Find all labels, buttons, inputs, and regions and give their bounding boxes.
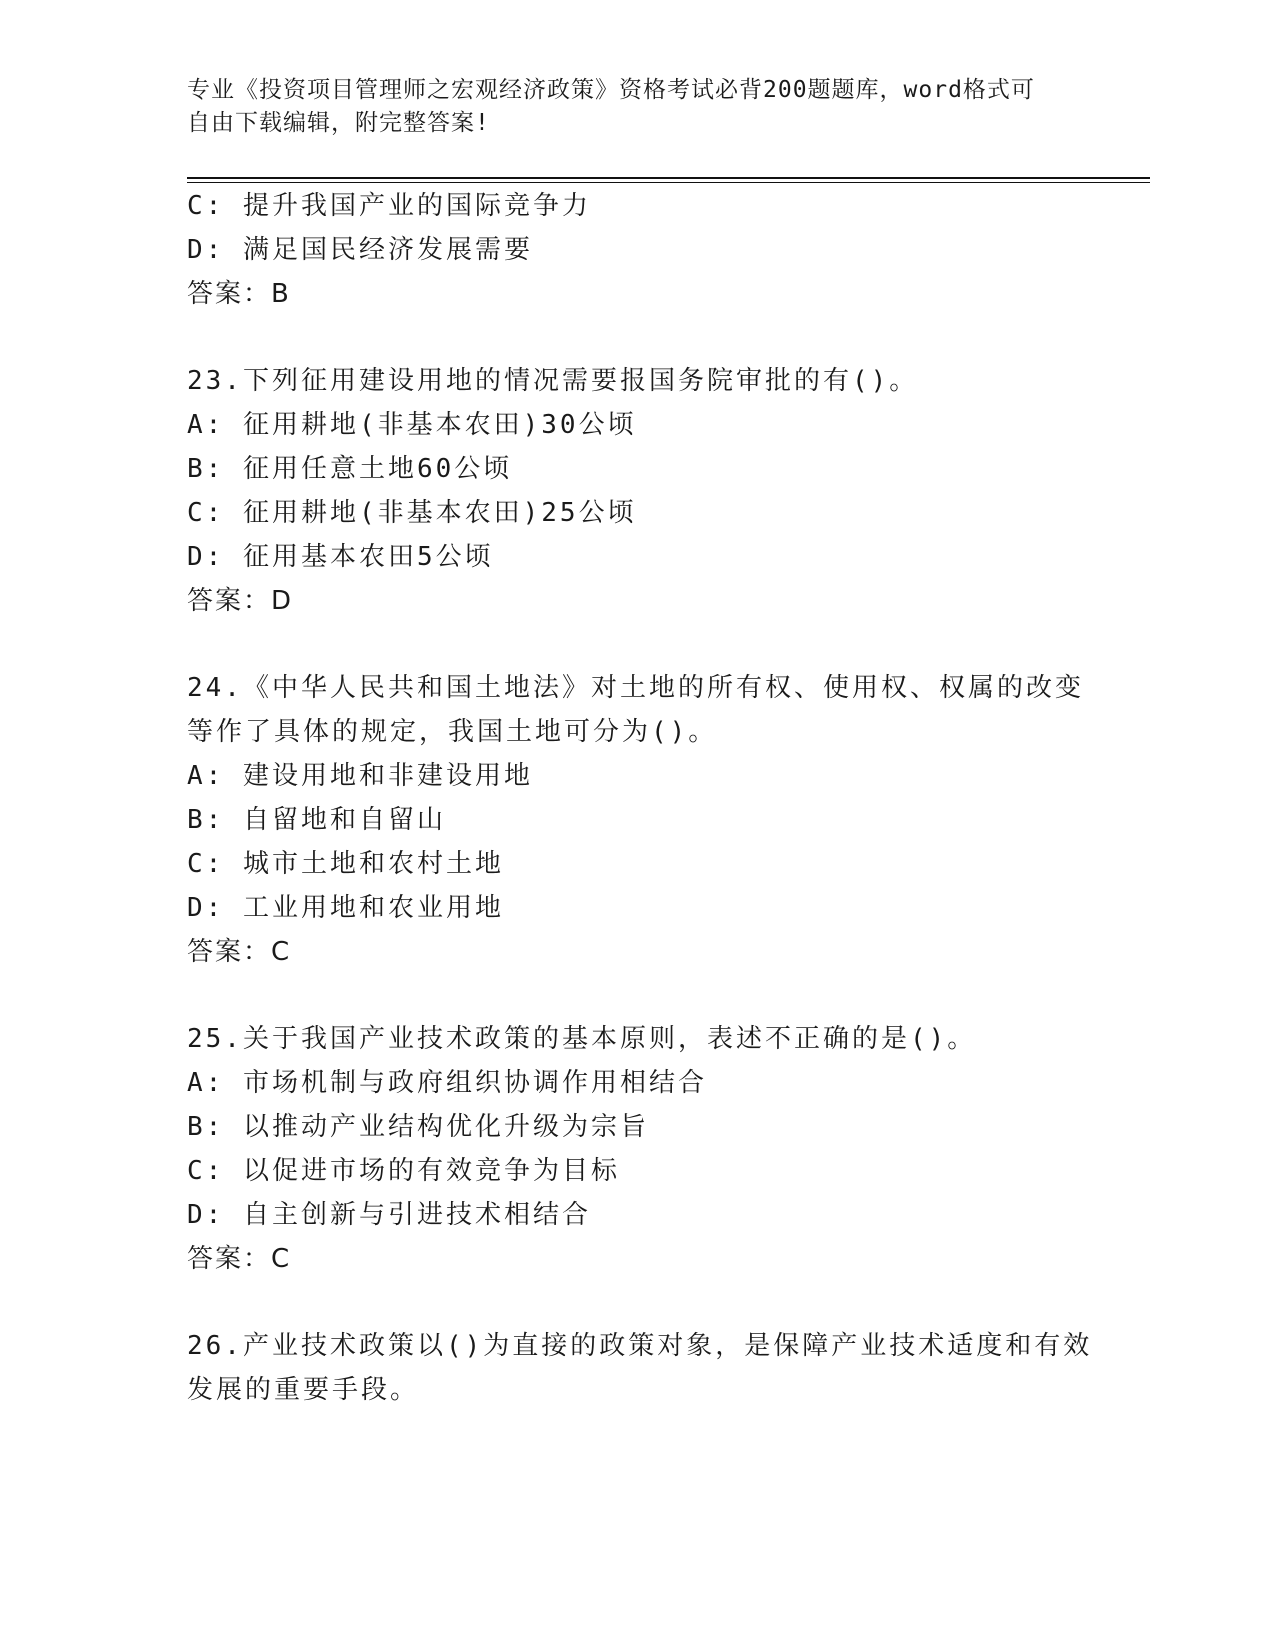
q26-stem-line-1: 26.产业技术政策以()为直接的政策对象，是保障产业技术适度和有效 — [187, 1331, 1093, 1361]
q25-option-b: B: 以推动产业结构优化升级为宗旨 — [187, 1112, 649, 1142]
header-line-1: 专业《投资项目管理师之宏观经济政策》资格考试必背200题题库，word格式可 — [187, 77, 1035, 103]
q24-option-b: B: 自留地和自留山 — [187, 805, 446, 835]
q22-answer: 答案：B — [187, 279, 291, 309]
q23-option-c: C: 征用耕地(非基本农田)25公顷 — [187, 498, 637, 528]
q25-option-a: A: 市场机制与政府组织协调作用相结合 — [187, 1068, 707, 1098]
q22-option-c: C: 提升我国产业的国际竞争力 — [187, 191, 591, 221]
q25-option-d: D: 自主创新与引进技术相结合 — [187, 1200, 591, 1230]
q26-stem-line-2: 发展的重要手段。 — [187, 1375, 420, 1405]
header-divider-thick — [187, 177, 1150, 179]
q25-stem: 25.关于我国产业技术政策的基本原则，表述不正确的是()。 — [187, 1024, 977, 1054]
q24-option-a: A: 建设用地和非建设用地 — [187, 761, 533, 791]
q22-option-d: D: 满足国民经济发展需要 — [187, 235, 533, 265]
q23-option-d: D: 征用基本农田5公顷 — [187, 542, 494, 572]
q24-stem-line-1: 24.《中华人民共和国土地法》对土地的所有权、使用权、权属的改变 — [187, 673, 1084, 703]
header-divider-thin — [187, 182, 1150, 183]
q23-option-b: B: 征用任意土地60公顷 — [187, 454, 513, 484]
q25-option-c: C: 以促进市场的有效竞争为目标 — [187, 1156, 620, 1186]
q23-answer: 答案：D — [187, 586, 294, 616]
q25-answer: 答案：C — [187, 1244, 292, 1274]
header-line-2: 自由下载编辑，附完整答案! — [187, 110, 490, 136]
document-header — [187, 74, 1087, 140]
q23-stem: 23.下列征用建设用地的情况需要报国务院审批的有()。 — [187, 366, 919, 396]
q23-option-a: A: 征用耕地(非基本农田)30公顷 — [187, 410, 637, 440]
q24-option-c: C: 城市土地和农村土地 — [187, 849, 504, 879]
q24-option-d: D: 工业用地和农业用地 — [187, 893, 504, 923]
q24-stem-line-2: 等作了具体的规定，我国土地可分为()。 — [187, 717, 718, 747]
q24-answer: 答案：C — [187, 937, 292, 967]
